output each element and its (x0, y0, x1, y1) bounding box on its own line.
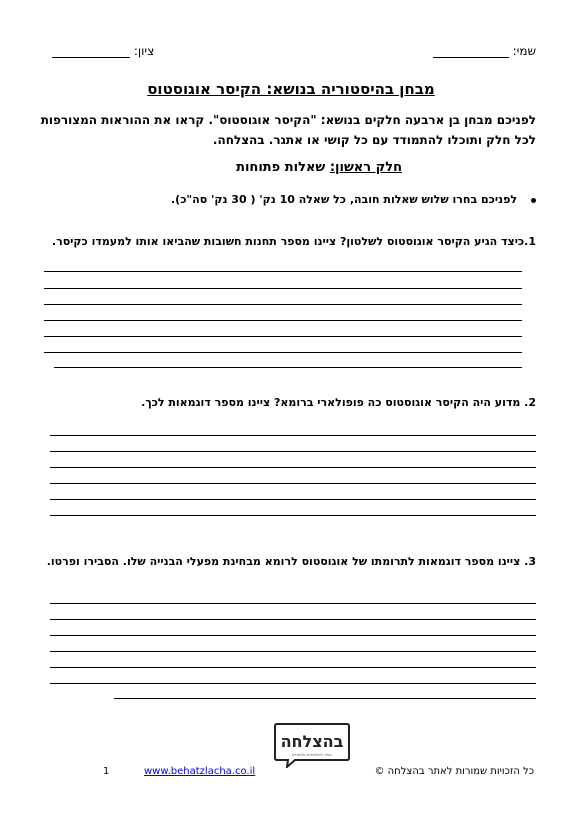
answer-line[interactable] (50, 603, 536, 604)
answer-line[interactable] (44, 320, 522, 321)
intro-text: לפניכם מבחן בן ארבעה חלקים בנושא: "הקיסר אוגוסטוס". קראו את ההוראות המצורפות לכל חלק ותוכלו להתמודד עם כל קושי או אתגר. בהצלחה. (40, 113, 536, 147)
name-field[interactable] (433, 44, 536, 58)
answer-line[interactable] (44, 336, 522, 337)
answer-line[interactable] (50, 483, 536, 484)
behatzlacha-logo (273, 722, 351, 768)
answer-line[interactable] (50, 667, 536, 668)
answer-line[interactable] (44, 352, 522, 353)
page-title: מבחן בהיסטוריה בנושא: הקיסר אוגוסטוס (147, 80, 435, 98)
section-label: חלק ראשון: (329, 160, 402, 175)
logo-text: בהצלחה (280, 732, 344, 751)
section-name: שאלות פתוחות (236, 160, 326, 175)
answer-line[interactable] (50, 467, 536, 468)
question-1: 1.כיצד הגיע הקיסר אוגוסטוס לשלטון? ציינו מספר תחנות חשובות שהביאו אותו למעמדו כקיסר. (51, 235, 536, 248)
answer-line[interactable] (114, 698, 536, 699)
bullet-icon (531, 198, 536, 203)
answer-line[interactable] (50, 435, 536, 436)
question-2: 2. מדוע היה הקיסר אוגוסטוס כה פופולארי ברומא? ציינו מספר דוגמאות לכך. (141, 396, 536, 409)
footer-copyright: כל הזכויות שמורות לאתר בהצלחה © (374, 766, 534, 777)
answer-line[interactable] (50, 499, 536, 500)
speech-bubble-icon (273, 722, 351, 768)
instruction-text: לפניכם בחרו שלוש שאלות חובה, כל שאלה 10 נק' ( 30 נק' סה"כ). (170, 193, 517, 206)
name-label: שמי: (512, 44, 536, 58)
logo-subtext: אתר לתלמידים ולמורים (292, 752, 332, 757)
answer-line[interactable] (50, 515, 536, 516)
grade-blank[interactable] (52, 45, 130, 58)
answer-line[interactable] (50, 683, 536, 684)
answer-line[interactable] (44, 304, 522, 305)
answer-line[interactable] (44, 271, 522, 272)
answer-line[interactable] (50, 635, 536, 636)
question-3: 3. ציינו מספר דוגמאות לתרומתו של אוגוסטוס לרומא מבחינת מפעלי הבנייה שלו. הסבירו ופרטו. (46, 555, 536, 568)
answer-line[interactable] (50, 619, 536, 620)
answer-line[interactable] (44, 288, 522, 289)
grade-field[interactable] (52, 44, 154, 58)
footer-url-link[interactable]: www.behatzlacha.co.il (144, 766, 256, 777)
answer-line[interactable] (54, 367, 522, 368)
instruction-bullet (171, 193, 536, 206)
section-heading (236, 160, 402, 175)
name-blank[interactable] (433, 45, 509, 58)
answer-line[interactable] (50, 451, 536, 452)
grade-label: ציון: (133, 44, 155, 58)
page-number: 1 (103, 766, 110, 777)
answer-line[interactable] (50, 651, 536, 652)
